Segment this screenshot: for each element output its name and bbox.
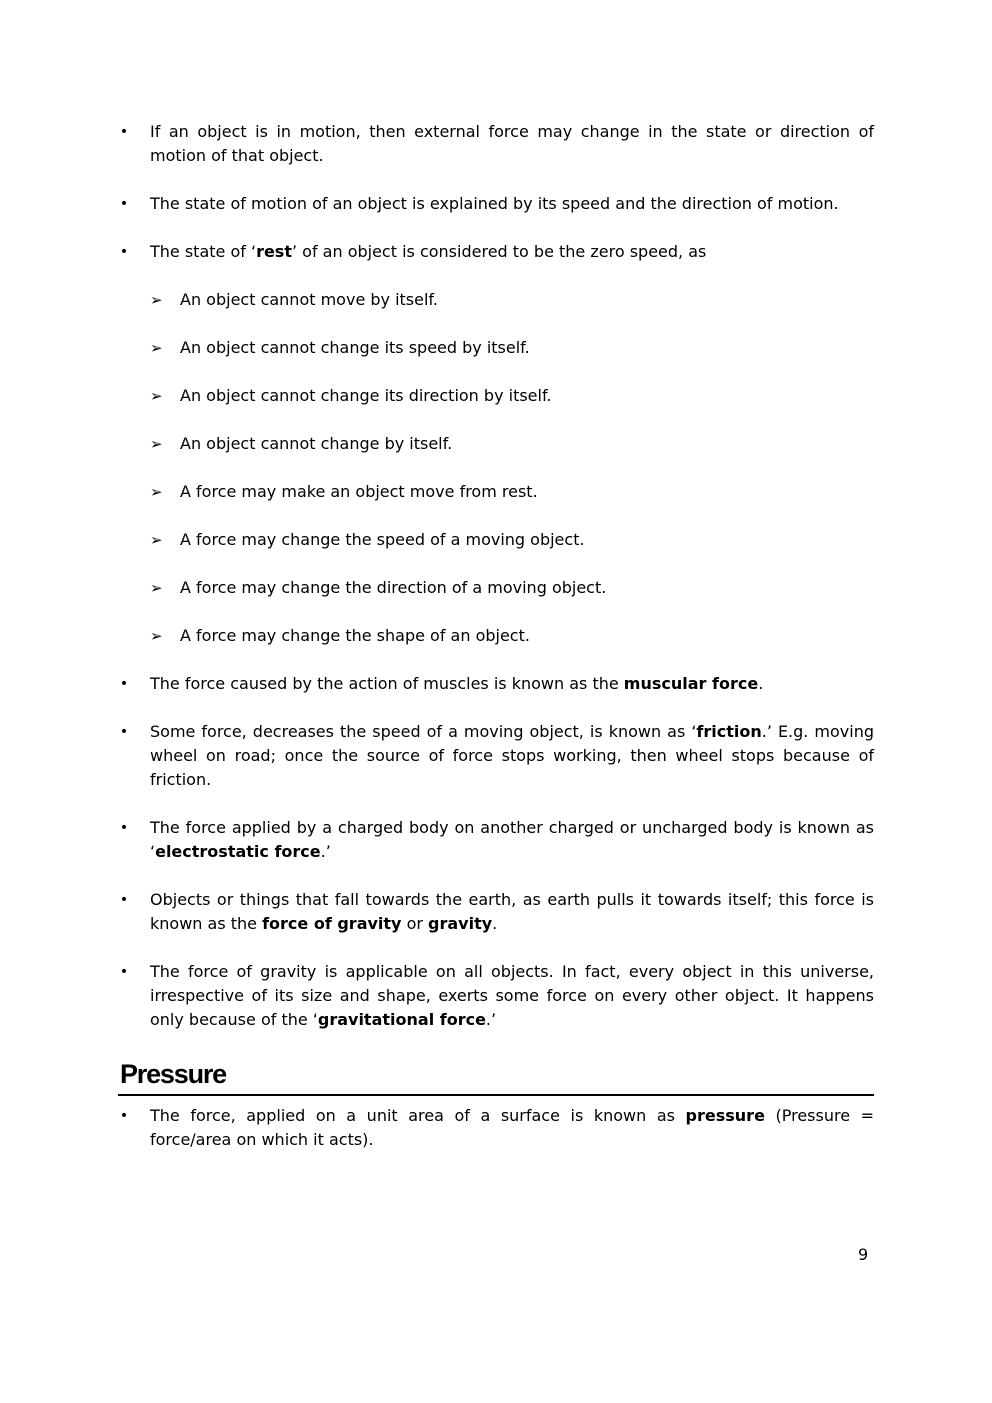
text-run: or (401, 914, 429, 933)
sub-bullet-list (118, 288, 874, 648)
sub-item-text: An object cannot change its speed by itself. (180, 338, 530, 357)
arrow-bullet-icon: ➢ (150, 435, 163, 453)
sub-list-item (118, 432, 874, 456)
bold-term: gravity (428, 914, 493, 933)
text-run: The force of gravity is applicable on all objects. In fact, every object in this universe, irrespective of its size and shape, exerts some force on every other object. It happens only because of the ‘ (150, 962, 874, 1029)
arrow-bullet-icon: ➢ (150, 483, 163, 501)
sub-item-text: A force may change the speed of a moving object. (180, 530, 585, 549)
list-item (118, 888, 874, 936)
list-item (118, 816, 874, 864)
text-run: The state of motion of an object is explained by its speed and the direction of motion. (150, 194, 839, 213)
sub-item-text: An object cannot move by itself. (180, 290, 438, 309)
text-run: Objects or things that fall towards the earth, as earth pulls it towards itself; this force is known as the (150, 890, 874, 933)
sub-list-item (118, 576, 874, 600)
text-run: The force caused by the action of muscles is known as the (150, 674, 624, 693)
sub-item-text: An object cannot change its direction by itself. (180, 386, 552, 405)
text-run: . (758, 674, 764, 693)
sub-item-text: An object cannot change by itself. (180, 434, 453, 453)
list-item (118, 240, 874, 264)
sub-list-item (118, 624, 874, 648)
bold-term: friction (696, 722, 762, 741)
arrow-bullet-icon: ➢ (150, 579, 163, 597)
bullet-list (118, 120, 874, 264)
sub-item-text: A force may change the direction of a moving object. (180, 578, 607, 597)
list-item (118, 192, 874, 216)
bullet-icon: • (119, 892, 129, 908)
sub-list-item (118, 288, 874, 312)
list-item (118, 720, 874, 792)
text-run: The state of ‘ (150, 242, 257, 261)
text-run: .’ E.g. moving wheel on road; once the source of force stops working, then wheel stops because of friction. (150, 722, 874, 789)
bullet-icon: • (119, 196, 129, 212)
sub-list-item (118, 336, 874, 360)
list-item (118, 672, 874, 696)
sub-list-item (118, 480, 874, 504)
text-run: If an object is in motion, then external force may change in the state or direction of motion of that object. (150, 122, 874, 165)
text-run: Some force, decreases the speed of a moving object, is known as ‘ (150, 722, 697, 741)
bullet-list (118, 672, 874, 1032)
arrow-bullet-icon: ➢ (150, 339, 163, 357)
page-content (118, 120, 874, 1176)
text-run: .’ (320, 842, 331, 861)
bullet-icon: • (119, 820, 129, 836)
bullet-icon: • (119, 124, 129, 140)
section-bullet-list (118, 1104, 874, 1152)
text-run: ’ of an object is considered to be the zero speed, as (291, 242, 707, 261)
bullet-icon: • (119, 676, 129, 692)
sub-list-item (118, 384, 874, 408)
bullet-icon: • (119, 964, 129, 980)
arrow-bullet-icon: ➢ (150, 627, 163, 645)
list-item (118, 960, 874, 1032)
bullet-icon: • (119, 724, 129, 740)
bold-term: rest (256, 242, 292, 261)
text-run: (Pressure = force/area on which it acts). (150, 1106, 875, 1149)
bullet-icon: • (119, 244, 129, 260)
bold-term: force of gravity (262, 914, 402, 933)
text-run: .’ (485, 1010, 497, 1029)
sub-list-item (118, 528, 874, 552)
bullet-icon: • (119, 1108, 129, 1124)
bold-term: muscular force (623, 674, 759, 693)
sub-item-text: A force may make an object move from rest. (180, 482, 538, 501)
section-heading: Pressure (118, 1054, 874, 1096)
arrow-bullet-icon: ➢ (150, 387, 163, 405)
text-run: . (492, 914, 498, 933)
bold-term: electrostatic force (155, 842, 321, 861)
bold-term: pressure (685, 1106, 765, 1125)
sub-item-text: A force may change the shape of an object. (180, 626, 530, 645)
page-number: 9 (858, 1245, 869, 1264)
arrow-bullet-icon: ➢ (150, 531, 163, 549)
bold-term: gravitational force (317, 1010, 486, 1029)
list-item (118, 1104, 874, 1152)
list-item (118, 120, 874, 168)
text-run: The force applied by a charged body on another charged or uncharged body is known as ‘ (150, 818, 874, 861)
arrow-bullet-icon: ➢ (150, 291, 163, 309)
text-run: The force, applied on a unit area of a surface is known as (150, 1106, 686, 1125)
